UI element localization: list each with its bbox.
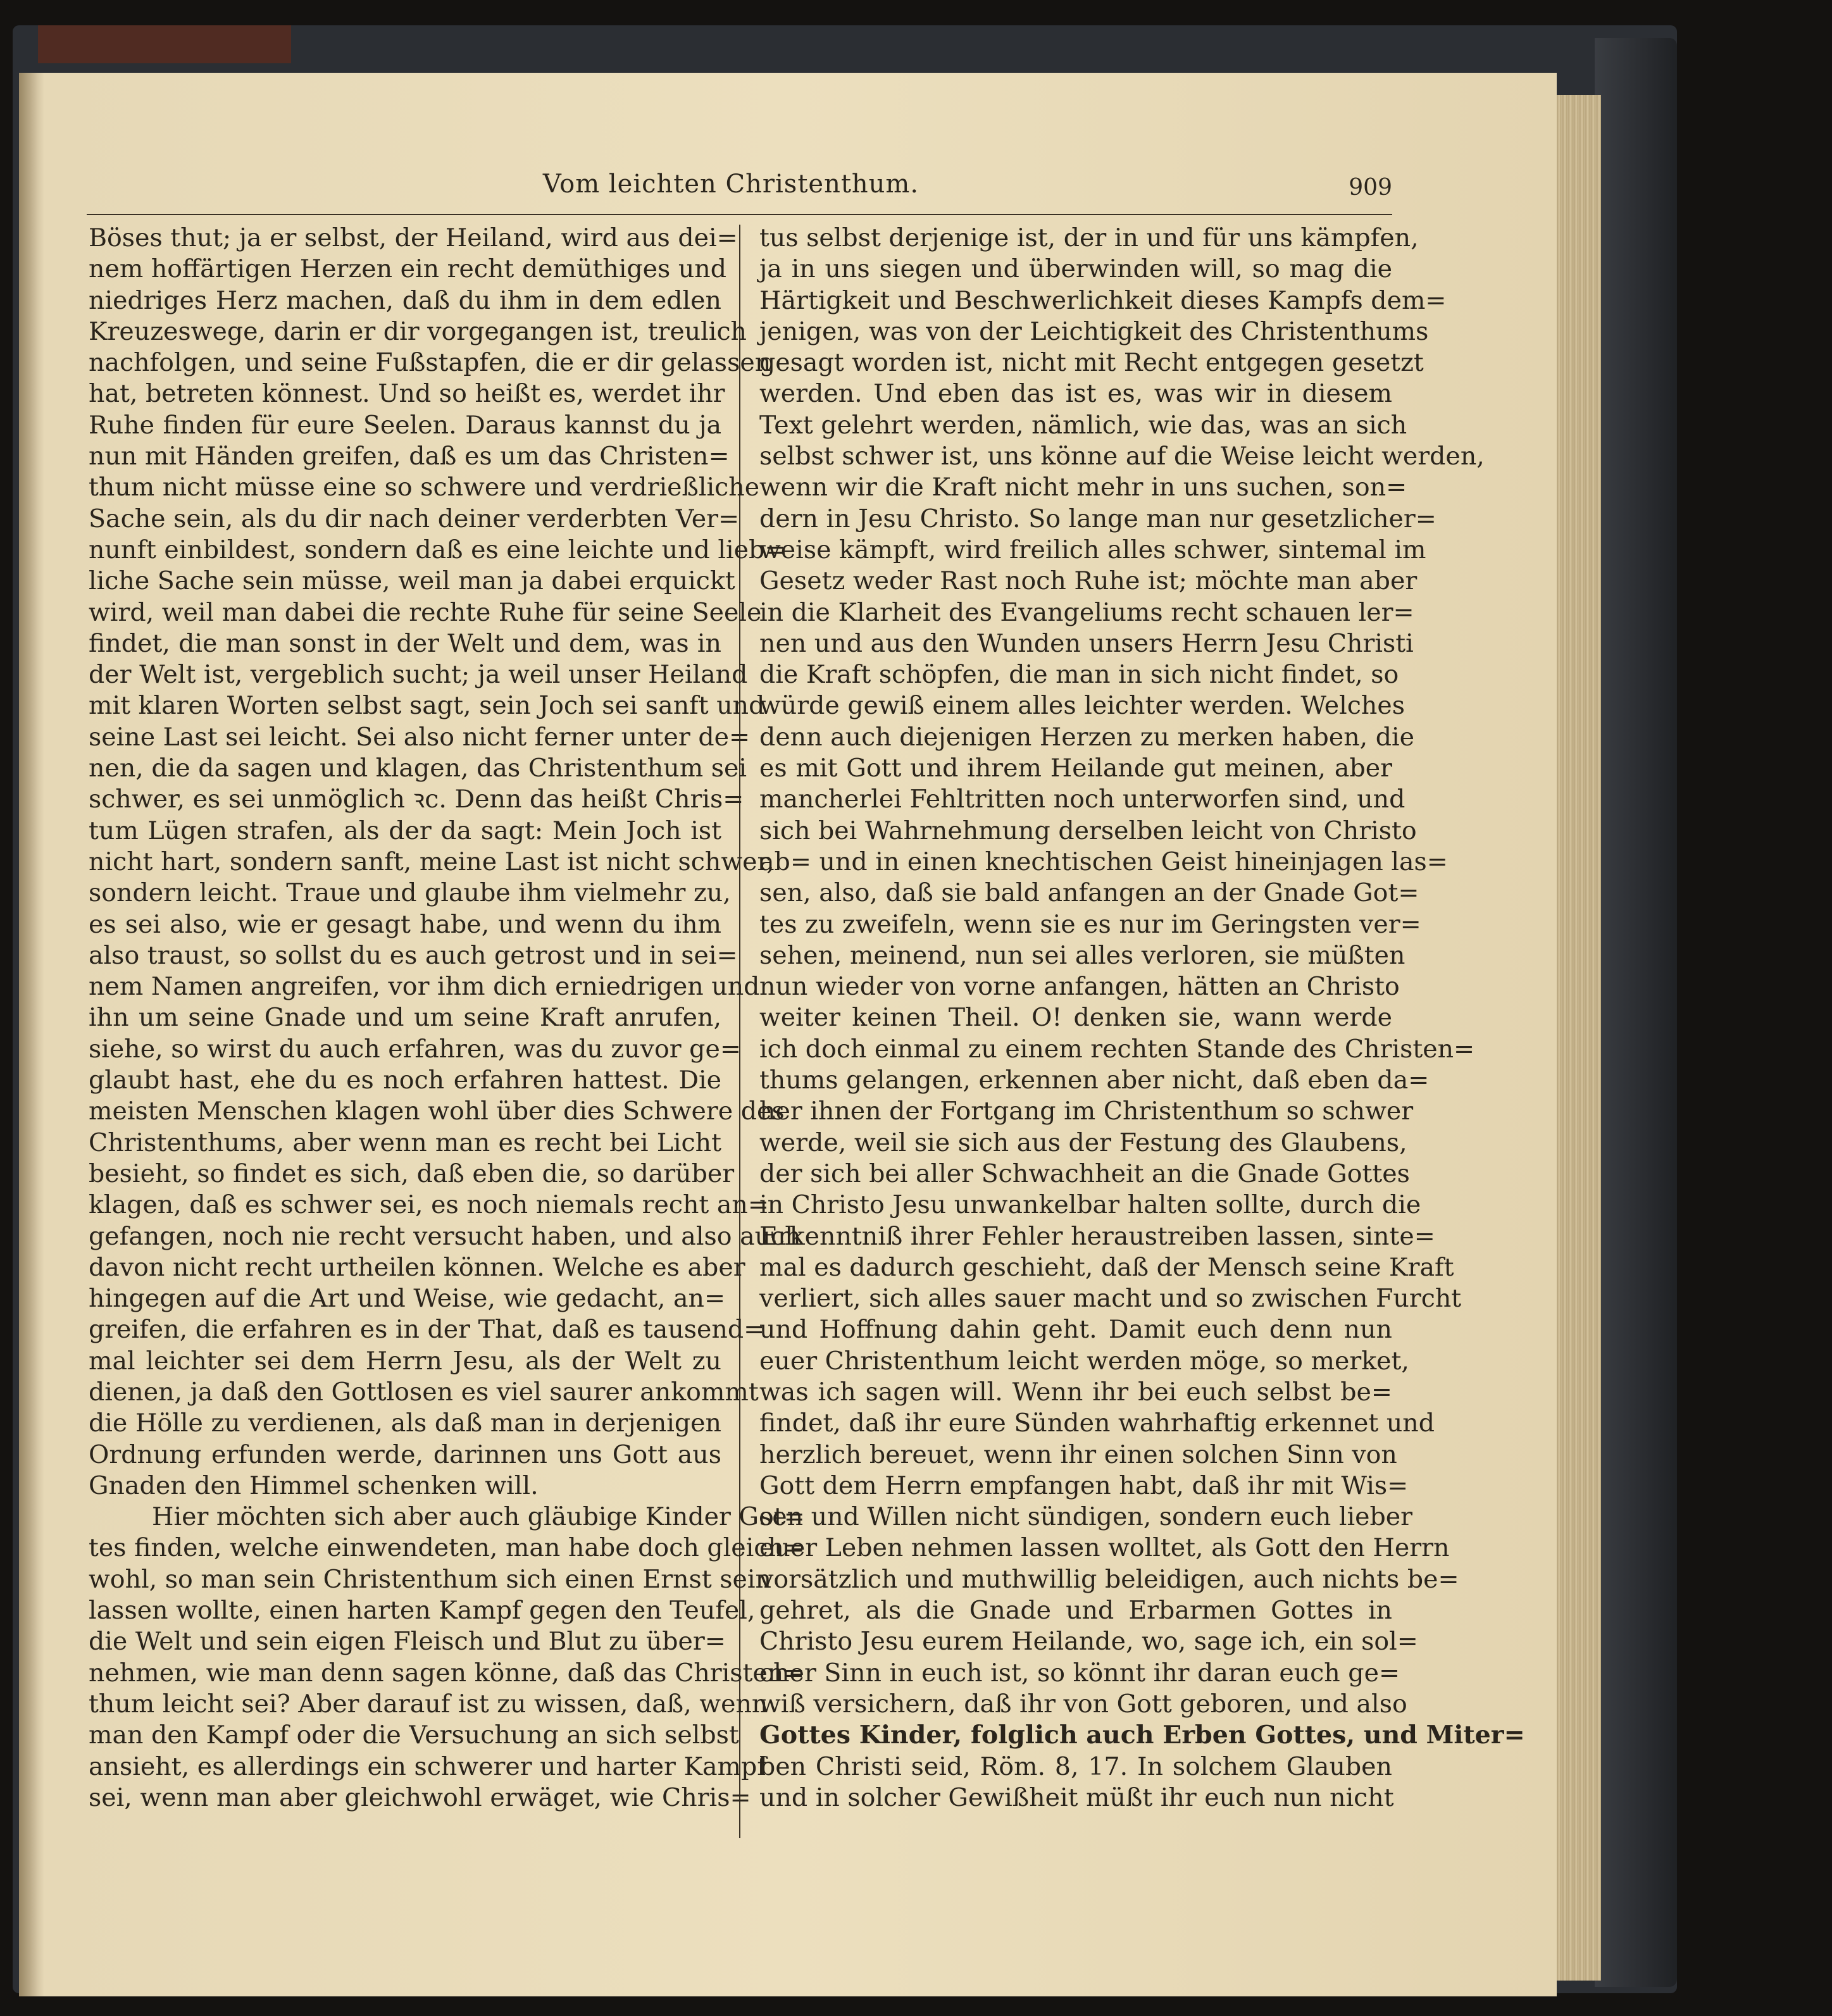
text-line: der sich bei aller Schwachheit an die Gnade Gottes bbox=[759, 1159, 1410, 1188]
text-line: sich bei Wahrnehmung derselben leicht von Christo bbox=[759, 816, 1417, 845]
text-line: klagen, daß es schwer sei, es noch niemals recht an= bbox=[89, 1190, 769, 1220]
text-line: also traust, so sollst du es auch getrost und in sei= bbox=[89, 940, 738, 970]
text-line: findet, die man sonst in der Welt und dem, was in bbox=[89, 628, 721, 658]
text-line: selbst schwer ist, uns könne auf die Weise leicht werden, bbox=[759, 442, 1485, 471]
left-text-column bbox=[89, 223, 805, 1814]
running-title: Vom leichten Christenthum. bbox=[542, 170, 919, 199]
page-number: 909 bbox=[1349, 175, 1392, 201]
text-line: weiter keinen Theil. O! denken sie, wann werde bbox=[759, 1003, 1392, 1033]
text-line: nicht hart, sondern sanft, meine Last ist nicht schwer, bbox=[89, 847, 775, 876]
right-text-column bbox=[759, 223, 1525, 1814]
text-line: greifen, die erfahren es in der That, daß es tausend= bbox=[89, 1315, 765, 1345]
text-line: nen, die da sagen und klagen, das Christenthum sei bbox=[89, 754, 747, 783]
cover-worn-corner bbox=[38, 25, 291, 63]
text-line: Härtigkeit und Beschwerlichkeit dieses Kampfs dem= bbox=[759, 285, 1447, 315]
text-line: euer Christenthum leicht werden möge, so merket, bbox=[759, 1346, 1409, 1376]
text-line: euer Leben nehmen lassen wolltet, als Gott den Herrn bbox=[759, 1533, 1450, 1563]
text-line: nem Namen angreifen, vor ihm dich erniedrigen und bbox=[89, 972, 760, 1002]
text-line: wird, weil man dabei die rechte Ruhe für seine Seele bbox=[89, 597, 762, 627]
text-line: tum Lügen strafen, als der da sagt: Mein Joch ist bbox=[89, 816, 721, 845]
text-line: nen und aus den Wunden unsers Herrn Jesu Christi bbox=[759, 628, 1414, 658]
text-line: ja in uns siegen und überwinden will, so mag die bbox=[759, 254, 1392, 284]
text-line: nehmen, wie man denn sagen könne, daß das Christen= bbox=[89, 1658, 805, 1688]
text-line: sondern leicht. Traue und glaube ihm vielmehr zu, bbox=[89, 878, 731, 908]
text-line: ansieht, es allerdings ein schwerer und harter Kampf bbox=[89, 1752, 766, 1781]
text-line: die Welt und sein eigen Fleisch und Blut zu über= bbox=[89, 1627, 726, 1657]
text-line: Ordnung erfunden werde, darinnen uns Gott aus bbox=[89, 1440, 721, 1469]
book-cover-edge bbox=[1595, 38, 1677, 1987]
text-line: der Welt ist, vergeblich sucht; ja weil unser Heiland bbox=[89, 660, 748, 690]
text-line: Gnaden den Himmel schenken will. bbox=[89, 1471, 539, 1500]
text-line: die Kraft schöpfen, die man in sich nicht findet, so bbox=[759, 660, 1399, 690]
text-line: schwer, es sei unmöglich ꝛc. Denn das heißt Chris= bbox=[89, 785, 744, 814]
text-line: Böses thut; ja er selbst, der Heiland, wird aus dei= bbox=[89, 223, 738, 252]
text-line: denn auch diejenigen Herzen zu merken haben, die bbox=[759, 722, 1415, 752]
gutter-shadow bbox=[19, 73, 44, 1996]
text-line: findet, daß ihr eure Sünden wahrhaftig erkennet und bbox=[759, 1409, 1435, 1438]
text-line: nachfolgen, und seine Fußstapfen, die er dir gelassen bbox=[89, 348, 771, 378]
text-line: siehe, so wirst du auch erfahren, was du zuvor ge= bbox=[89, 1034, 741, 1064]
text-line: Erkenntniß ihrer Fehler heraustreiben lassen, sinte= bbox=[759, 1221, 1435, 1251]
text-line: die Hölle zu verdienen, als daß man in derjenigen bbox=[89, 1409, 721, 1438]
text-line: dienen, ja daß den Gottlosen es viel saurer ankommt bbox=[89, 1377, 759, 1407]
text-line: herzlich bereuet, wenn ihr einen solchen Sinn von bbox=[759, 1440, 1397, 1469]
text-line: es sei also, wie er gesagt habe, und wenn du ihm bbox=[89, 909, 721, 939]
text-line: Hier möchten sich aber auch gläubige Kinder Got= bbox=[152, 1502, 805, 1532]
text-line: niedriges Herz machen, daß du ihm in dem edlen bbox=[89, 285, 721, 315]
text-line: hat, betreten könnest. Und so heißt es, werdet ihr bbox=[89, 379, 725, 409]
text-line: Gesetz weder Rast noch Ruhe ist; möchte man aber bbox=[759, 566, 1418, 596]
text-line: man den Kampf oder die Versuchung an sich selbst bbox=[89, 1720, 739, 1750]
text-line: lassen wollte, einen harten Kampf gegen den Teufel, bbox=[89, 1596, 756, 1626]
text-line: mit klaren Worten selbst sagt, sein Joch sei sanft und bbox=[89, 691, 765, 721]
text-line: cher Sinn in euch ist, so könnt ihr daran euch ge= bbox=[759, 1658, 1400, 1688]
text-line: in Christo Jesu unwankelbar halten sollte, durch die bbox=[759, 1190, 1421, 1220]
text-line: nunft einbildest, sondern daß es eine leichte und lieb= bbox=[89, 535, 786, 564]
text-line: besieht, so findet es sich, daß eben die, so darüber bbox=[89, 1159, 735, 1188]
text-line: vorsätzlich und muthwillig beleidigen, auch nichts be= bbox=[759, 1564, 1459, 1594]
text-line: mancherlei Fehltritten noch unterworfen sind, und bbox=[759, 785, 1405, 814]
text-line: tes finden, welche einwendeten, man habe doch gleich= bbox=[89, 1533, 805, 1563]
text-line: Sache sein, als du dir nach deiner verderbten Ver= bbox=[89, 504, 740, 533]
text-line: und Hoffnung dahin geht. Damit euch denn nun bbox=[759, 1315, 1392, 1345]
text-line: liche Sache sein müsse, weil man ja dabei erquickt bbox=[89, 566, 735, 596]
text-line: Ruhe finden für eure Seelen. Daraus kannst du ja bbox=[89, 410, 721, 440]
text-line: thum leicht sei? Aber darauf ist zu wissen, daß, wenn bbox=[89, 1689, 768, 1719]
text-line: sen und Willen nicht sündigen, sondern euch lieber bbox=[759, 1502, 1413, 1532]
text-line: tes zu zweifeln, wenn sie es nur im Geringsten ver= bbox=[759, 909, 1421, 939]
text-line: Text gelehrt werden, nämlich, wie das, was an sich bbox=[759, 410, 1407, 440]
text-line: es mit Gott und ihrem Heilande gut meinen, aber bbox=[759, 754, 1392, 783]
text-line: mal leichter sei dem Herrn Jesu, als der Welt zu bbox=[89, 1346, 721, 1376]
text-line: tus selbst derjenige ist, der in und für uns kämpfen, bbox=[759, 223, 1419, 252]
text-line: dern in Jesu Christo. So lange man nur gesetzlicher= bbox=[759, 504, 1436, 533]
text-line: glaubt hast, ehe du es noch erfahren hattest. Die bbox=[89, 1066, 721, 1095]
text-line: wiß versichern, daß ihr von Gott geboren, und also bbox=[759, 1689, 1407, 1719]
text-line: meisten Menschen klagen wohl über dies Schwere des bbox=[89, 1097, 785, 1126]
text-line: wohl, so man sein Christenthum sich einen Ernst sein bbox=[89, 1564, 771, 1594]
text-line: Kreuzeswege, darin er dir vorgegangen ist, treulich bbox=[89, 316, 747, 346]
text-line: ben Christi seid, Röm. 8, 17. In solchem Glauben bbox=[759, 1752, 1392, 1781]
text-line: davon nicht recht urtheilen können. Welche es aber bbox=[89, 1252, 745, 1282]
text-line: gesagt worden ist, nicht mit Recht entgegen gesetzt bbox=[759, 348, 1424, 378]
text-line: thums gelangen, erkennen aber nicht, daß eben da= bbox=[759, 1066, 1430, 1095]
text-line: werde, weil sie sich aus der Festung des Glaubens, bbox=[759, 1128, 1407, 1157]
text-line: Gott dem Herrn empfangen habt, daß ihr mit Wis= bbox=[759, 1471, 1409, 1500]
header-rule bbox=[87, 214, 1392, 215]
text-line: werden. Und eben das ist es, was wir in diesem bbox=[759, 379, 1392, 409]
text-line: würde gewiß einem alles leichter werden. Welches bbox=[759, 691, 1405, 721]
text-line: ab= und in einen knechtischen Geist hineinjagen las= bbox=[759, 847, 1448, 876]
text-line: nun wieder von vorne anfangen, hätten an Christo bbox=[759, 972, 1400, 1002]
text-line: was ich sagen will. Wenn ihr bei euch selbst be= bbox=[759, 1377, 1392, 1407]
text-line: nun mit Händen greifen, daß es um das Christen= bbox=[89, 442, 730, 471]
text-line: sei, wenn man aber gleichwohl erwäget, wie Chris= bbox=[89, 1783, 751, 1812]
text-line: hingegen auf die Art und Weise, wie gedacht, an= bbox=[89, 1284, 726, 1314]
text-line: Christo Jesu eurem Heilande, wo, sage ich, ein sol= bbox=[759, 1627, 1418, 1657]
text-line: seine Last sei leicht. Sei also nicht ferner unter de= bbox=[89, 722, 751, 752]
text-line: sehen, meinend, nun sei alles verloren, sie müßten bbox=[759, 940, 1405, 970]
text-line: verliert, sich alles sauer macht und so zwischen Furcht bbox=[759, 1284, 1462, 1314]
text-line: gehret, als die Gnade und Erbarmen Gottes in bbox=[759, 1596, 1392, 1626]
text-line: in die Klarheit des Evangeliums recht schauen ler= bbox=[759, 597, 1414, 627]
text-line: gefangen, noch nie recht versucht haben, und also auch bbox=[89, 1221, 801, 1251]
text-line: wenn wir die Kraft nicht mehr in uns suchen, son= bbox=[759, 473, 1407, 502]
text-line: her ihnen der Fortgang im Christenthum so schwer bbox=[759, 1097, 1414, 1126]
text-line: sen, also, daß sie bald anfangen an der Gnade Got= bbox=[759, 878, 1419, 908]
text-line: weise kämpft, wird freilich alles schwer, sintemal im bbox=[759, 535, 1426, 564]
text-line: thum nicht müsse eine so schwere und verdrießliche bbox=[89, 473, 760, 502]
text-line: mal es dadurch geschieht, daß der Mensch seine Kraft bbox=[759, 1252, 1454, 1282]
text-line: Christenthums, aber wenn man es recht bei Licht bbox=[89, 1128, 721, 1157]
text-line: ihn um seine Gnade und um seine Kraft anrufen, bbox=[89, 1003, 721, 1033]
text-line: und in solcher Gewißheit müßt ihr euch nun nicht bbox=[759, 1783, 1394, 1812]
text-line: jenigen, was von der Leichtigkeit des Christenthums bbox=[759, 316, 1429, 346]
text-line: nem hoffärtigen Herzen ein recht demüthiges und bbox=[89, 254, 727, 284]
text-line: Gottes Kinder, folglich auch Erben Gottes, und Miter= bbox=[759, 1720, 1525, 1750]
text-line: ich doch einmal zu einem rechten Stande des Christen= bbox=[759, 1034, 1475, 1064]
